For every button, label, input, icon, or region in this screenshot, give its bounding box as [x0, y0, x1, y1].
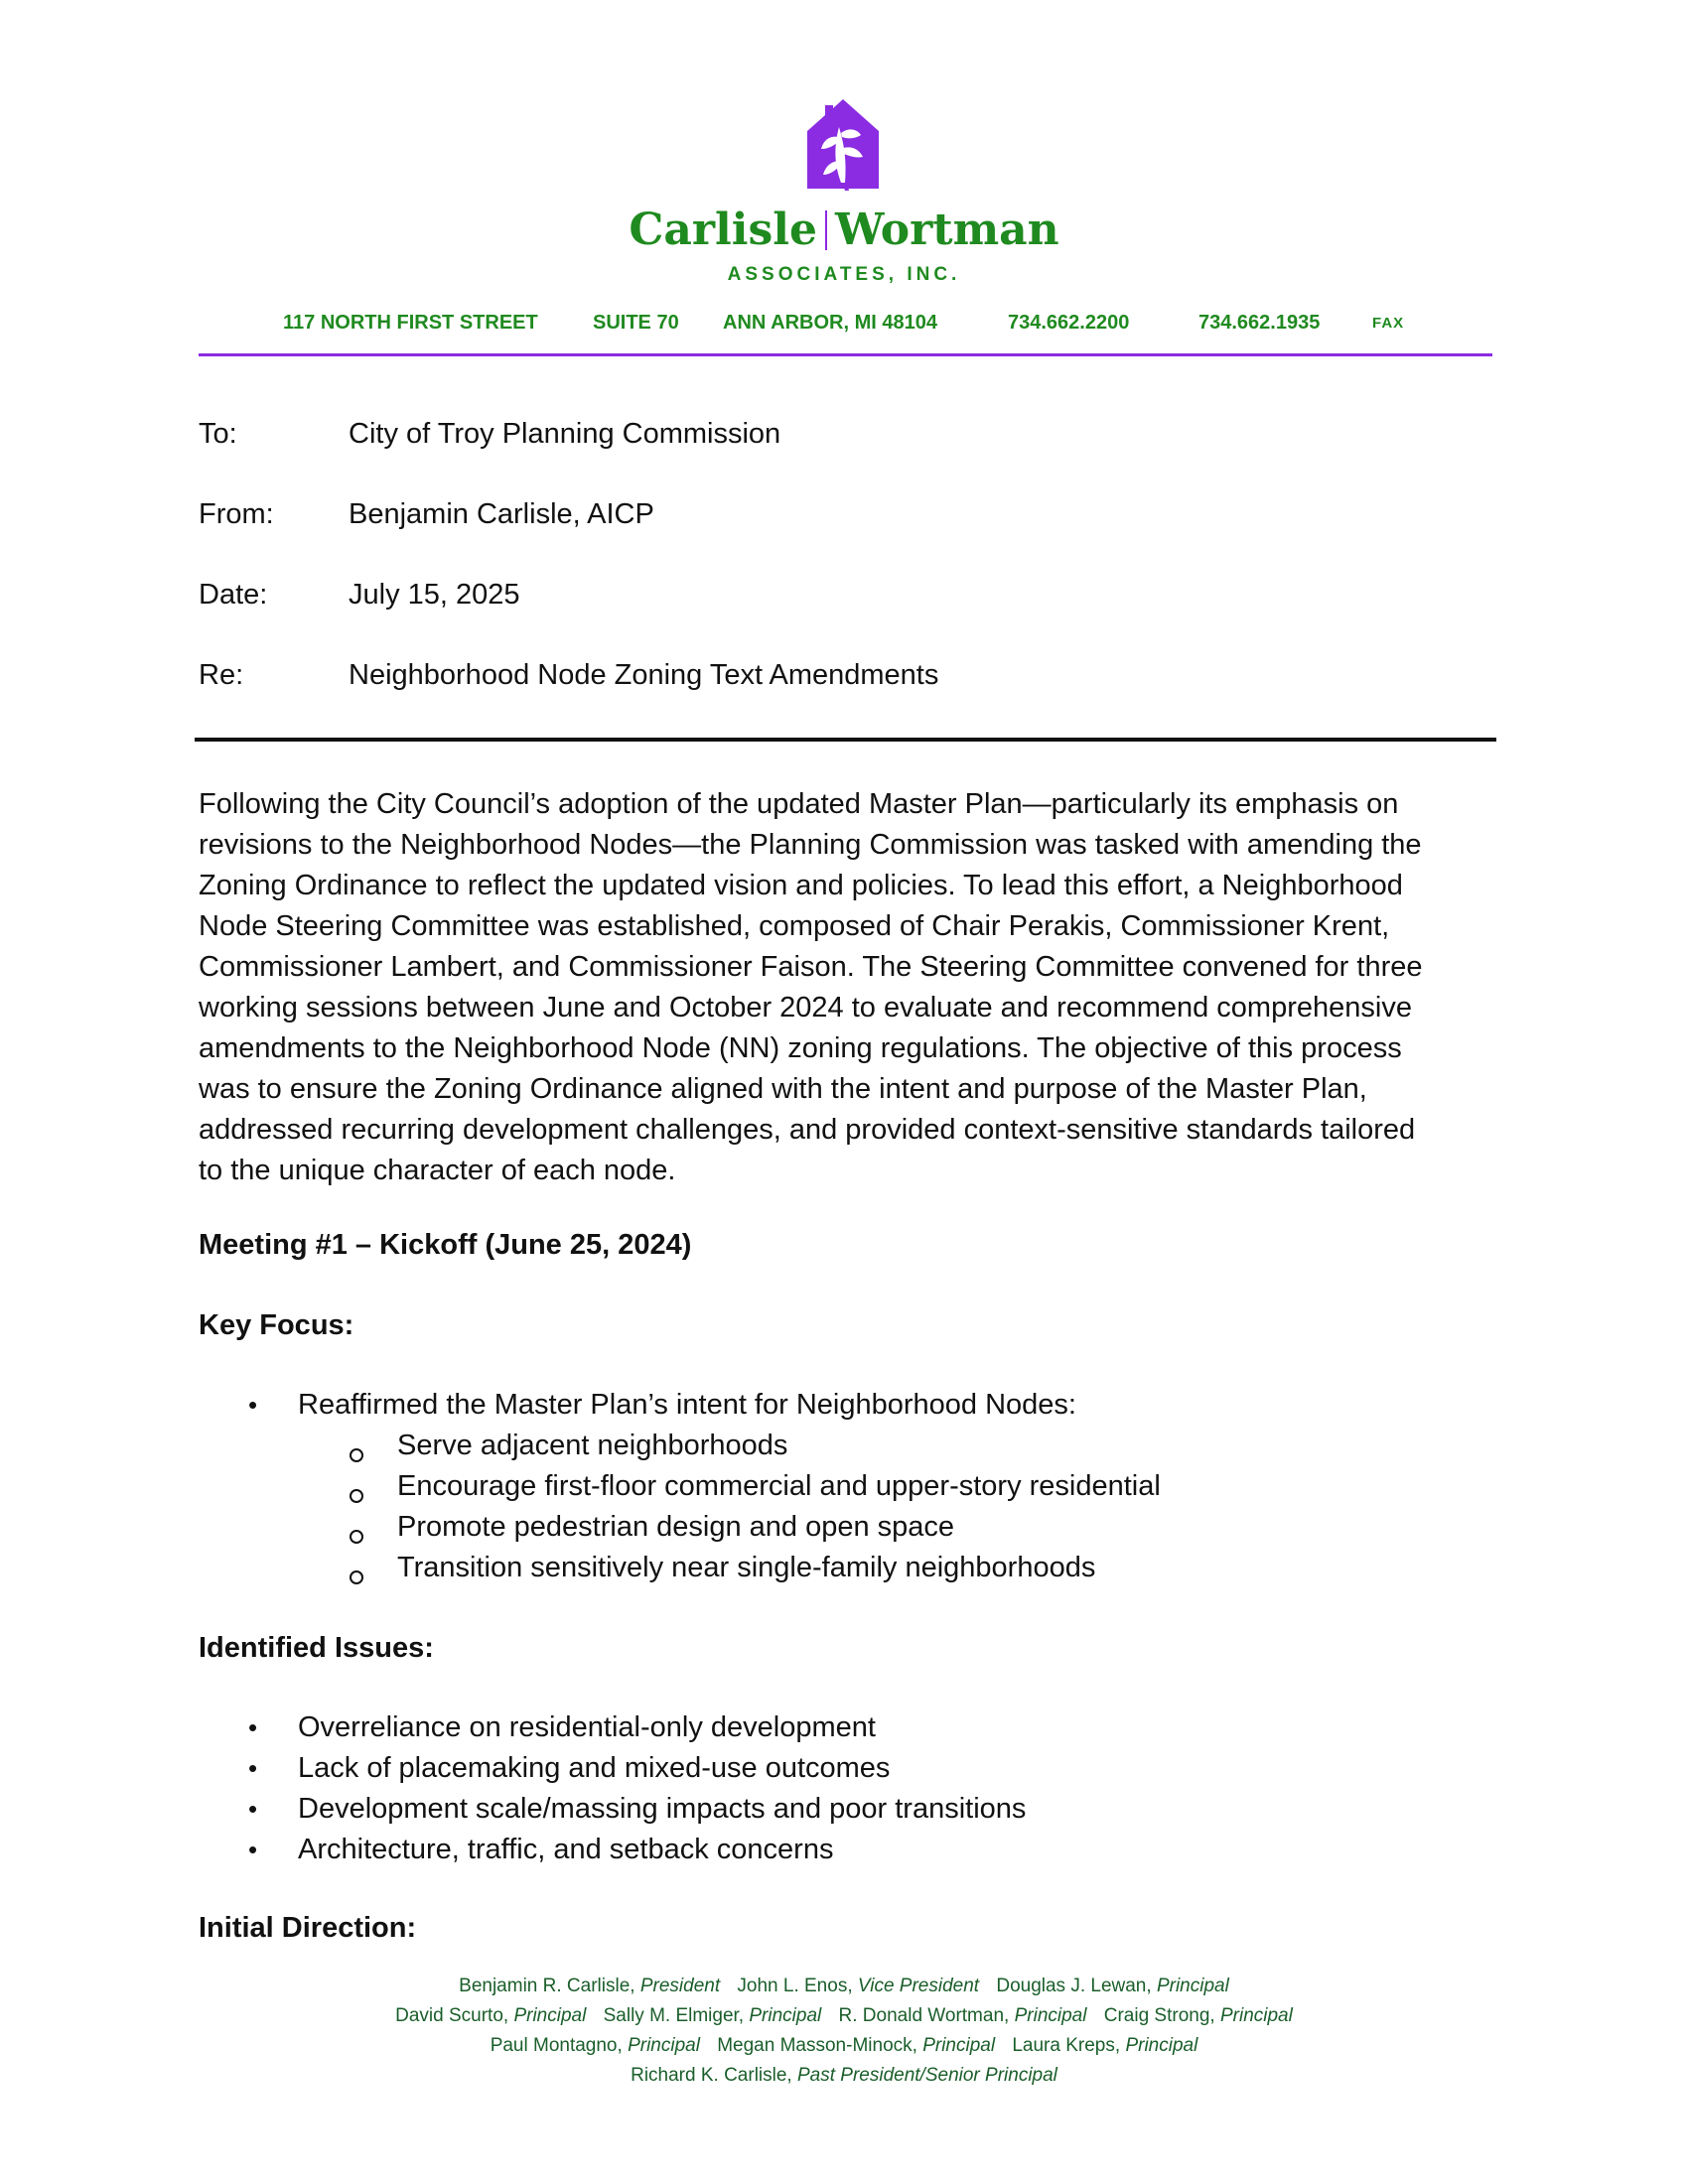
initial-direction-heading: Initial Direction: [199, 1912, 417, 1944]
footer-person [491, 2035, 700, 2056]
footer-person [395, 2005, 586, 2026]
footer-person [459, 1976, 720, 1996]
sub-bullet-circle [350, 1530, 363, 1544]
key-focus-sub-item: Transition sensitively near single-family neighborhoods [397, 1552, 1096, 1583]
paragraph-line: amendments to the Neighborhood Node (NN) zoning regulations. The objective of this process [199, 1032, 1402, 1064]
footer-person [996, 1976, 1228, 1996]
fax-number: 734.662.1935 [1198, 312, 1321, 334]
city-state-zip: ANN ARBOR, MI 48104 [723, 312, 937, 334]
footer-person [717, 2035, 995, 2056]
footer-person [631, 2065, 1057, 2086]
person-title: Principal [1014, 2005, 1087, 2026]
person-name: Douglas J. Lewan, [996, 1976, 1152, 1996]
intro-paragraph [199, 784, 1499, 1191]
footer-person [1104, 2005, 1293, 2026]
bullet-dot: • [248, 1390, 258, 1420]
person-title: Principal [1219, 2005, 1293, 2026]
issue-item: Architecture, traffic, and setback concerns [298, 1834, 834, 1865]
sub-bullet-circle [350, 1489, 363, 1503]
paragraph-line: revisions to the Neighborhood Nodes—the Planning Commission was tasked with amending the [199, 829, 1422, 861]
house-leaf-logo-icon [805, 97, 881, 191]
person-name: Craig Strong, [1103, 2005, 1215, 2026]
sub-bullet-circle [350, 1448, 363, 1462]
identified-issues-heading: Identified Issues: [199, 1632, 434, 1664]
footer-line-1 [0, 1972, 1688, 2001]
paragraph-line: to the unique character of each node. [199, 1155, 676, 1186]
sub-bullet-circle [350, 1570, 363, 1584]
person-name: Paul Montagno, [490, 2035, 623, 2056]
bullet-dot: • [248, 1753, 258, 1783]
company-suffix: ASSOCIATES, INC. [727, 264, 961, 285]
header-divider [195, 738, 1496, 742]
footer-line-3 [0, 2031, 1688, 2061]
company-name-left: Carlisle [629, 205, 817, 255]
paragraph-line: working sessions between June and October 2024 to evaluate and recommend comprehensive [199, 992, 1412, 1024]
to-label: To: [199, 418, 237, 450]
person-title: Principal [628, 2035, 700, 2056]
footer-person [737, 1976, 979, 1996]
paragraph-line: Commissioner Lambert, and Commissioner Faison. The Steering Committee convened for three [199, 951, 1423, 983]
footer-line-4 [0, 2061, 1688, 2091]
issue-item: Development scale/massing impacts and poor transitions [298, 1793, 1027, 1825]
company-name [0, 203, 1688, 258]
person-title: Principal [749, 2005, 822, 2026]
person-name: John L. Enos, [737, 1976, 853, 1996]
person-title: Past President/Senior Principal [796, 2065, 1057, 2086]
person-title: Principal [1156, 1976, 1229, 1996]
person-title: President [639, 1976, 721, 1996]
re-value: Neighborhood Node Zoning Text Amendments [349, 659, 939, 691]
person-title: Principal [513, 2005, 587, 2026]
key-focus-bullet: Reaffirmed the Master Plan’s intent for Neighborhood Nodes: [298, 1389, 1076, 1421]
footer-person [1012, 2035, 1197, 2056]
from-label: From: [199, 498, 274, 530]
meeting-heading: Meeting #1 – Kickoff (June 25, 2024) [199, 1229, 692, 1261]
key-focus-heading: Key Focus: [199, 1309, 354, 1341]
person-name: Richard K. Carlisle, [631, 2065, 792, 2086]
suite-number: SUITE 70 [593, 312, 679, 334]
re-label: Re: [199, 659, 244, 691]
company-name-right: Wortman [834, 205, 1059, 255]
from-value: Benjamin Carlisle, AICP [349, 498, 654, 530]
fax-label: FAX [1372, 315, 1405, 332]
person-name: Benjamin R. Carlisle, [459, 1976, 635, 1996]
key-focus-sub-item: Encourage first-floor commercial and upper-story residential [397, 1470, 1161, 1502]
paragraph-line: Zoning Ordinance to reflect the updated vision and policies. To lead this effort, a Neighborhood [199, 870, 1403, 901]
date-value: July 15, 2025 [349, 579, 520, 611]
issue-item: Lack of placemaking and mixed-use outcomes [298, 1752, 891, 1784]
paragraph-line: was to ensure the Zoning Ordinance aligned with the intent and purpose of the Master Plan, [199, 1073, 1367, 1105]
person-title: Vice President [857, 1976, 980, 1996]
person-title: Principal [1125, 2035, 1198, 2056]
footer-line-2 [0, 2001, 1688, 2031]
person-name: Megan Masson-Minock, [717, 2035, 917, 2056]
brand-divider [825, 210, 827, 250]
date-label: Date: [199, 579, 268, 611]
letterhead-divider [199, 353, 1492, 356]
person-name: Laura Kreps, [1012, 2035, 1121, 2056]
street-address: 117 NORTH FIRST STREET [283, 312, 538, 334]
person-name: R. Donald Wortman, [838, 2005, 1010, 2026]
person-name: Sally M. Elmiger, [603, 2005, 745, 2026]
footer-person [839, 2005, 1087, 2026]
footer-person [604, 2005, 822, 2026]
bullet-dot: • [248, 1794, 258, 1824]
paragraph-line: Following the City Council’s adoption of the updated Master Plan—particularly its emphasis on [199, 788, 1399, 820]
key-focus-sub-item: Serve adjacent neighborhoods [397, 1430, 788, 1461]
to-value: City of Troy Planning Commission [349, 418, 781, 450]
key-focus-sub-item: Promote pedestrian design and open space [397, 1511, 955, 1543]
issue-item: Overreliance on residential-only development [298, 1711, 876, 1743]
person-title: Principal [922, 2035, 996, 2056]
paragraph-line: addressed recurring development challenges, and provided context-sensitive standards tailored [199, 1114, 1416, 1146]
bullet-dot: • [248, 1712, 258, 1742]
paragraph-line: Node Steering Committee was established, composed of Chair Perakis, Commissioner Krent, [199, 910, 1390, 942]
bullet-dot: • [248, 1835, 258, 1864]
person-name: David Scurto, [395, 2005, 509, 2026]
phone-number: 734.662.2200 [1008, 312, 1130, 334]
